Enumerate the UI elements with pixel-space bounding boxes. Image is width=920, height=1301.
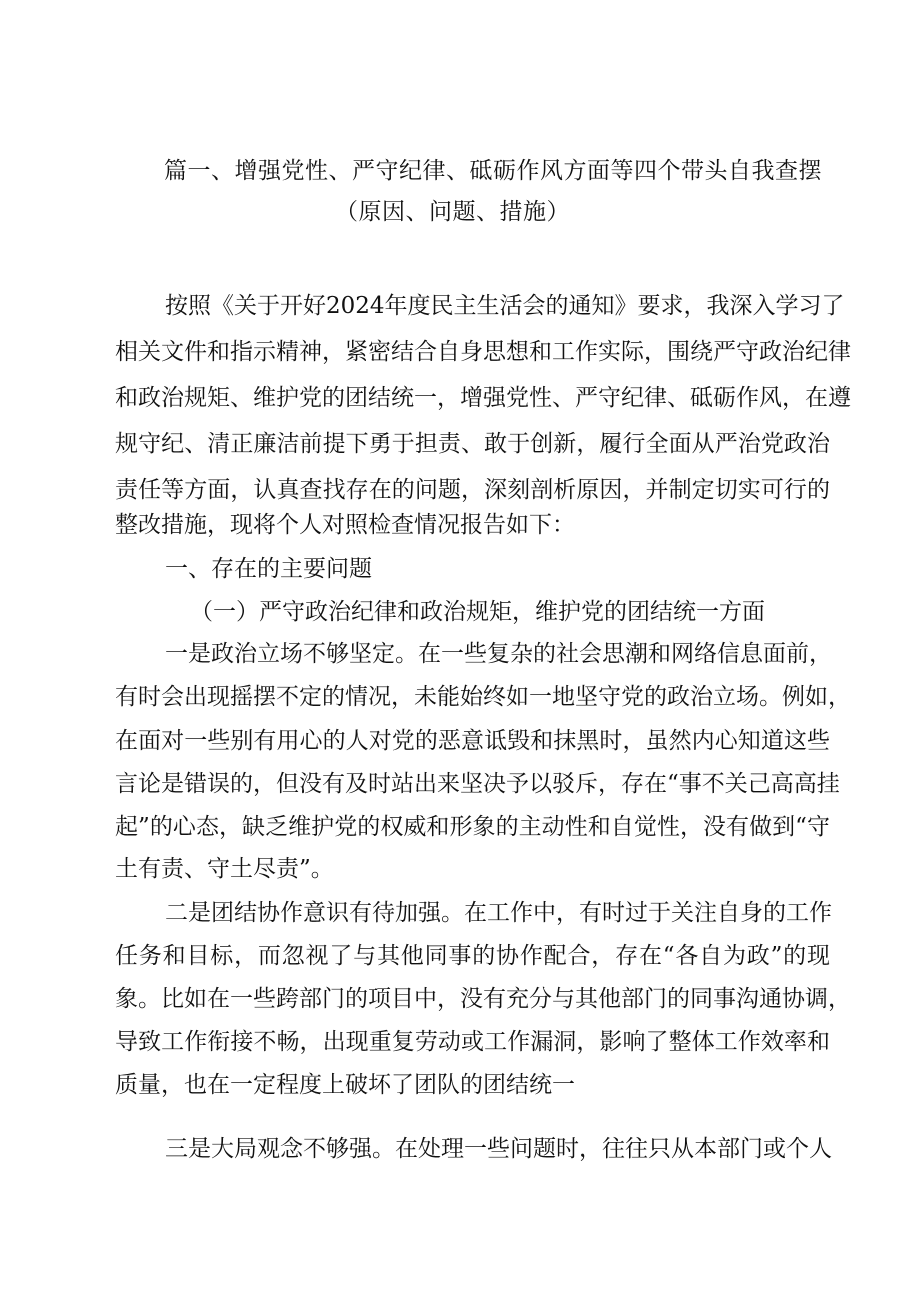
paragraph-line: 象。比如在一些跨部门的项目中，没有充分与其他部门的同事沟通协调， [115,986,851,1012]
paragraph-line: 言论是错误的，但没有及时站出来坚决予以驳斥，存在“事不关己高高挂 [115,771,840,797]
subsection-heading: （一）严守政治纪律和政治规矩，维护党的团结统一方面 [190,599,765,625]
paragraph-line: 土有责、守土尽责”。 [115,856,334,882]
section-heading: 一、存在的主要问题 [165,556,372,582]
paragraph-line: 质量，也在一定程度上破坏了团队的团结统一 [115,1072,575,1098]
document-subtitle: （原因、问题、措施） [335,199,570,225]
paragraph-line: 二是团结协作意识有待加强。在工作中，有时过于关注自身的工作 [165,900,832,926]
paragraph-line: 一是政治立场不够坚定。在一些复杂的社会思潮和网络信息面前， [165,641,832,667]
paragraph-line: 有时会出现摇摆不定的情况，未能始终如一地坚守党的政治立场。例如， [115,684,851,710]
intro-line: 按照《关于开好2024年度民主生活会的通知》要求，我深入学习了 [165,293,845,319]
document-title: 篇一、增强党性、严守纪律、砥砺作风方面等四个带头自我查摆 [164,158,822,184]
intro-line: 责任等方面，认真查找存在的问题，深刻剖析原因，并制定切实可行的 [115,477,830,503]
paragraph-line: 起”的心态，缺乏维护党的权威和形象的主动性和自觉性，没有做到“守 [115,814,830,840]
intro-line: 整改措施，现将个人对照检查情况报告如下： [115,512,575,538]
paragraph-line: 导致工作衔接不畅，出现重复劳动或工作漏洞，影响了整体工作效率和 [115,1029,830,1055]
paragraph-line: 任务和目标，而忽视了与其他同事的协作配合，存在“各自为政”的现 [115,943,830,969]
intro-line: 规守纪、清正廉洁前提下勇于担责、敢于创新，履行全面从严治党政治 [115,431,830,457]
intro-line: 相关文件和指示精神，紧密结合自身思想和工作实际，围绕严守政治纪律 [115,339,851,365]
intro-line: 和政治规矩、维护党的团结统一，增强党性、严守纪律、砥砺作风，在遵 [115,385,851,411]
paragraph-line: 在面对一些别有用心的人对党的恶意诋毁和抹黑时，虽然内心知道这些 [115,728,830,754]
paragraph-line: 三是大局观念不够强。在处理一些问题时，往往只从本部门或个人 [165,1136,832,1162]
